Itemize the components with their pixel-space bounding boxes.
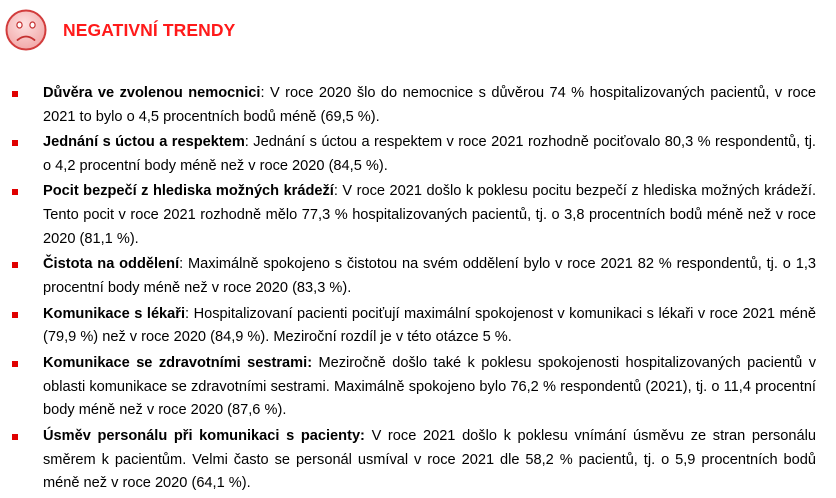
item-text: Jednání s úctou a respektem v roce 2021 rozhodně pociťovalo 80,3 % respondentů, tj. o 4,2 procentní body méně než v roce 2020 (84,5 %). [43, 134, 816, 174]
item-separator: : [185, 305, 194, 322]
item-heading: Úsměv personálu při komunikaci s pacienty: [43, 427, 365, 444]
bullet-icon [12, 91, 18, 97]
item-separator: : [244, 134, 254, 151]
item-heading: Komunikace s lékaři [43, 305, 186, 322]
list-item [12, 352, 816, 423]
item-text: Maximálně spokojeno s čistotou na svém oddělení bylo v roce 2021 82 % respondentů, tj. o 1,3 procentní body méně než v roce 2020 (83,3 %). [43, 256, 816, 297]
item-separator [365, 428, 372, 444]
sad-face-icon [4, 8, 48, 52]
item-heading: Jednání s úctou a respektem [43, 134, 245, 151]
bullet-icon [12, 361, 18, 367]
trend-list [12, 82, 816, 498]
item-separator: : [333, 183, 343, 200]
item-heading: Pocit bezpečí z hlediska možných krádeží [43, 183, 334, 200]
bullet-icon [12, 140, 18, 146]
item-heading: Důvěra ve zvolenou nemocnici [43, 85, 261, 101]
bullet-icon [12, 189, 18, 195]
list-item [12, 131, 816, 179]
list-item [12, 425, 816, 496]
item-separator: : [179, 256, 189, 273]
item-heading: Čistota na oddělení [43, 256, 180, 273]
section-header [4, 4, 235, 56]
list-item [12, 303, 816, 351]
item-text: V roce 2021 došlo k poklesu pocitu bezpečí z hlediska možných krádeží. Tento pocit v roce 2021 rozhodně mělo 77,3 % hospitalizovaných pacientů, tj. o 3,8 procentních bodů méně než v roce 2020 (81,1 %). [43, 183, 817, 247]
list-item [12, 82, 816, 130]
item-text: Meziročně došlo také k poklesu spokojenosti hospitalizovaných pacientů v oblasti komunikace se zdravotními sestrami. Maximálně spokojeno bylo 76,2 % respondentů (2021), tj. o 11,4 procentní body méně než v roce 2020 (87,6 %). [43, 354, 817, 419]
item-heading: Komunikace se zdravotními sestrami: [43, 354, 313, 371]
list-item [12, 180, 816, 251]
bullet-icon [12, 262, 18, 268]
section-title: NEGATIVNÍ TRENDY [63, 19, 236, 40]
item-text: V roce 2021 došlo k poklesu vnímání úsměvu ze stran personálu směrem k pacientům. Velmi často se personál usmíval v roce 2021 dle 58,2 % pacientů, tj. o 5,9 procentních bodů méně než v roce 2020 (64,1 %). [43, 427, 816, 492]
item-text: Hospitalizovaní pacienti pociťují maximální spokojenost v komunikaci s lékaři v roce 2021 méně (79,9 %) než v roce 2020 (84,9 %). Meziroční rozdíl je v této otázce 5 %. [43, 305, 816, 346]
item-text: V roce 2020 šlo do nemocnice s důvěrou 74 % hospitalizovaných pacientů, v roce 2021 to bylo o 4,5 procentních bodů méně (69,5 %). [43, 85, 816, 125]
bullet-icon [12, 434, 18, 440]
item-separator: : [260, 85, 270, 101]
bullet-icon [12, 312, 18, 318]
list-item [12, 253, 816, 301]
